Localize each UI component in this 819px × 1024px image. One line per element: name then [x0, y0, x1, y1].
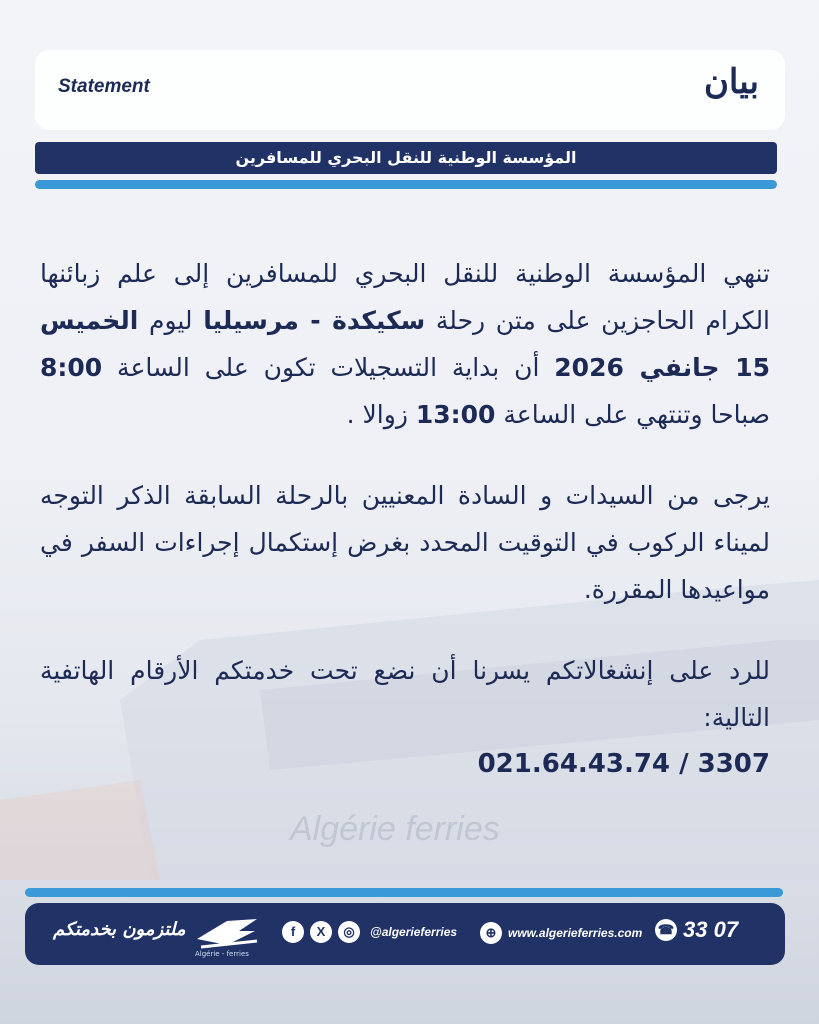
slogan: ملتزمون بخدمتكم — [53, 919, 186, 940]
social-links — [282, 921, 457, 943]
instagram-icon[interactable]: ◎ — [338, 921, 360, 943]
title-underline — [35, 180, 777, 189]
x-icon[interactable]: X — [310, 921, 332, 943]
facebook-icon[interactable]: f — [282, 921, 304, 943]
website-link[interactable] — [480, 922, 642, 944]
paragraph-instructions: يرجى من السيدات و السادة المعنيين بالرحلة السابقة الذكر التوجه لميناء الركوب في التوقيت المحدد بغرض إستكمال إجراءات السفر في مواعيدها المقررة. — [40, 481, 770, 604]
logo-text: Algérie - ferries — [195, 950, 249, 958]
start-time: 8:00 — [40, 353, 103, 382]
footer-bar — [25, 903, 785, 965]
statement-label-ar: بيان — [703, 62, 759, 102]
globe-icon: ⊕ — [480, 922, 502, 944]
paragraph-announcement: تنهي المؤسسة الوطنية للنقل البحري للمسافرين إلى علم زبائنها الكرام الحاجزين على متن رحلة سكيكدة - مرسيليا ليوم الخميس 15 جانفي 2026 أن بداية التسجيلات تكون على الساعة 8:00 صباحا وتنتهي على الساعة 13:00 زوالا . — [40, 259, 771, 429]
social-handle[interactable]: @algerieferries — [370, 925, 458, 939]
statement-body — [40, 250, 770, 788]
route-text: سكيكدة - مرسيليا — [203, 306, 426, 335]
footer-accent-line — [25, 888, 783, 897]
end-time: 13:00 — [415, 400, 496, 429]
statement-label-en: Statement — [58, 76, 150, 97]
paragraph-contact: للرد على إنشغالاتكم يسرنا أن نضع تحت خدمتكم الأرقام الهاتفية التالية: — [40, 656, 770, 732]
title-bar: المؤسسة الوطنية للنقل البحري للمسافرين — [35, 142, 777, 174]
phone-icon: ☎ — [655, 919, 677, 941]
footer-phone[interactable] — [655, 917, 738, 943]
footer-phone-number[interactable]: 33 07 — [683, 917, 739, 942]
ship-text: Algérie ferries — [290, 810, 500, 848]
phone-numbers: 021.64.43.74 / 3307 — [477, 749, 770, 779]
website-text[interactable]: www.algerieferries.com — [508, 926, 643, 940]
date-text: الخميس 15 جانفي 2026 — [40, 306, 770, 382]
